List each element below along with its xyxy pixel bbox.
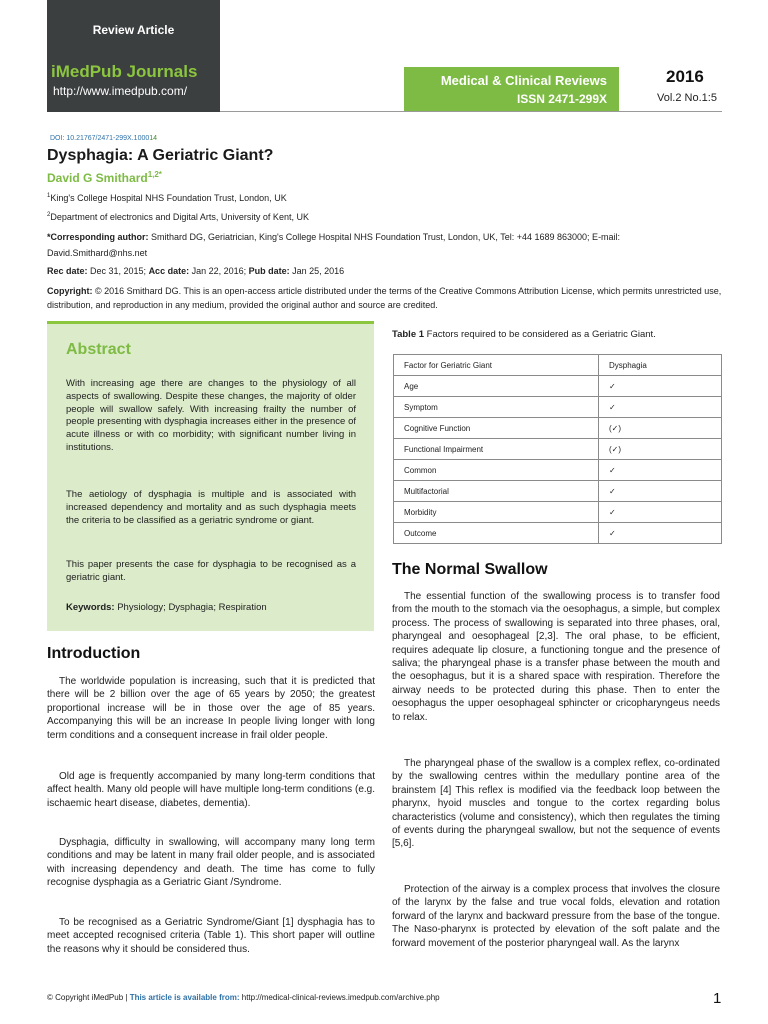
affiliation-2-number: 2 <box>47 212 51 218</box>
table-row <box>394 397 722 418</box>
rec-date-label: Rec date: <box>47 266 88 276</box>
archive-url-link[interactable]: http://medical-clinical-reviews.imedpub.com/archive.php <box>239 993 440 1002</box>
corresponding-author: *Corresponding author: Smithard DG, Geriatrician, King's College Hospital NHS Foundation Trust, London, UK, Tel: +44 1689 863000; E-mail: David.Smithard@nhs.net <box>47 232 621 258</box>
pub-date: Jan 25, 2016 <box>289 266 345 276</box>
table-cell: Common <box>394 460 599 481</box>
table-header-cell: Factor for Geriatric Giant <box>394 355 599 376</box>
publisher-url-link[interactable]: http://www.imedpub.com/ <box>53 84 188 98</box>
article-dates <box>47 266 344 276</box>
abstract-paragraph: The aetiology of dysphagia is multiple and is associated with increased dependency and mortality and as such dysphagia meets the criteria to be classified as a geriatric syndrome or giant. <box>66 489 356 526</box>
journal-name: Medical & Clinical Reviews <box>440 73 607 88</box>
introduction-paragraph: The worldwide population is increasing, such that it is predicted that there will be 2 billion over the age of 65 years by 2050; the greatest proportional increase will be in those over the age of 85 years. Accompanying this will be an increase In people living longer with long term conditions and a consequent increase in frail older people. <box>47 676 375 741</box>
geriatric-giant-factors-table <box>393 354 722 544</box>
corresponding-label: Corresponding author: <box>50 232 149 242</box>
normal-swallow-paragraph: The pharyngeal phase of the swallow is a complex reflex, co-ordinated by the swallowing centres within the medullary pontine area of the brainstem [4] This reflex is modified via the feedback loop between the pharynx, hyoid muscles and tongue to the cortex regarding bolus characteristics (volume and consistency), which then regulates the timing of events during the pharyngeal swallow, but not the sequence of events [5,6]. <box>392 758 720 850</box>
acc-date: Jan 22, 2016; <box>189 266 249 276</box>
introduction-paragraph: Dysphagia, difficulty in swallowing, will accompany many long term conditions and may be latent in many frail older people, and is associated with increasing dependency and death. The time has come to fully recognise dysphagia as a Geriatric Giant /Syndrome. <box>47 837 375 889</box>
table-row <box>394 439 722 460</box>
author-affiliation-markers: 1,2* <box>147 170 162 179</box>
pub-date-label: Pub date: <box>248 266 290 276</box>
table-cell: Symptom <box>394 397 599 418</box>
table-header-cell: Dysphagia <box>599 355 722 376</box>
page-footer <box>47 993 440 1002</box>
table-row <box>394 502 722 523</box>
doi-link[interactable] <box>50 135 157 142</box>
check-mark-cell: ✓ <box>599 502 722 523</box>
keywords-label: Keywords: <box>66 602 115 613</box>
table-cell: Outcome <box>394 523 599 544</box>
normal-swallow-paragraph: The essential function of the swallowing process is to transfer food from the mouth to the stomach via the oesophagus, a simple, but complex process. The process of swallowing is separated into three phases, oral, pharyngeal and oesophageal [2,3]. The oral phase, to be efficient, requires adequate lip closure, a functioning tongue and the presence of saliva; the pharyngeal phase is a transfer phase between the mouth and the oesophagus, but it is a shared space with respiration. Therefore the airway needs to be protected during this phase. Then to enter the oesophagus the upper oesophageal sphincter or cricopharyngeus needs to relax. <box>392 591 720 723</box>
article-type: Review Article <box>92 23 175 37</box>
copyright-notice <box>47 284 722 312</box>
check-mark-cell: ✓ <box>599 397 722 418</box>
table-cell: Cognitive Function <box>394 418 599 439</box>
table-cell: Functional Impairment <box>394 439 599 460</box>
rec-date: Dec 31, 2015; <box>87 266 149 276</box>
check-mark-cell: ✓ <box>599 523 722 544</box>
copyright-label: Copyright: <box>47 286 93 296</box>
affiliation-1 <box>47 193 287 203</box>
abstract-box <box>47 321 374 631</box>
check-mark-cell: (✓) <box>599 439 722 460</box>
affiliation-2 <box>47 212 309 222</box>
abstract-paragraph: With increasing age there are changes to the physiology of all aspects of swallowing. Despite these changes, the majority of older people will swallow safely. With increasing frailty the number of people presenting with dysphagia increases either in the presence of acute illness or with co morbidity; with significant number living in institutions. <box>66 378 356 453</box>
table-row <box>394 460 722 481</box>
table-row <box>394 481 722 502</box>
footer-copyright: © Copyright iMedPub | <box>47 993 130 1002</box>
publication-year: 2016 <box>666 67 704 86</box>
acc-date-label: Acc date: <box>148 266 190 276</box>
introduction-paragraph: Old age is frequently accompanied by many long-term conditions that affect health. Many old people will have multiple long-term conditions (e.g. ischaemic heart disease, diabetes, dementia). <box>47 771 375 809</box>
author-name: David G Smithard <box>47 171 148 185</box>
publisher-banner <box>47 0 220 112</box>
affiliation-2-text: Department of electronics and Digital Arts, University of Kent, UK <box>50 212 309 222</box>
normal-swallow-paragraph: Protection of the airway is a complex process that involves the closure of the larynx by the false and true vocal folds, elevation and rotation forward of the larynx and backward pressure from the base of the tongue. The Naso-pharynx is protected by elevation of the soft palate and the forward movement of the posterior pharyngeal wall. As the larynx <box>392 884 720 949</box>
check-mark-cell: ✓ <box>599 481 722 502</box>
table-cell: Morbidity <box>394 502 599 523</box>
table-header-row <box>394 355 722 376</box>
table-row <box>394 523 722 544</box>
publisher-name: iMedPub Journals <box>51 62 198 81</box>
volume-number: Vol.2 No.1:5 <box>657 92 717 104</box>
table-row <box>394 376 722 397</box>
affiliation-1-text: King's College Hospital NHS Foundation Trust, London, UK <box>50 193 287 203</box>
affiliation-1-number: 1 <box>47 193 51 199</box>
copyright-text: © 2016 Smithard DG. This is an open-access article distributed under the terms of the Creative Commons Attribution License, which permits unrestricted use, distribution, and reproduction in any medium, provided the original author and source are credited. <box>47 286 722 310</box>
table-cell: Multifactorial <box>394 481 599 502</box>
journal-bar <box>404 67 619 111</box>
table-row <box>394 418 722 439</box>
header-divider <box>220 111 722 112</box>
table-cell: Age <box>394 376 599 397</box>
introduction-paragraph: To be recognised as a Geriatric Syndrome/Giant [1] dysphagia has to meet accepted recognised criteria (Table 1). This short paper will outline the reasons why it should be considered thus. <box>47 917 375 955</box>
doi-suffix: 14 <box>149 135 158 142</box>
table-caption-text: Factors required to be considered as a Geriatric Giant. <box>424 329 656 340</box>
corresponding-text: Smithard DG, Geriatrician, King's College Hospital NHS Foundation Trust, London, UK, Tel: +44 1689 863000; E-mail: David.Smithard@nhs.net <box>47 232 621 258</box>
article-title: Dysphagia: A Geriatric Giant? <box>47 147 274 164</box>
table-caption <box>392 329 656 340</box>
author-line <box>47 170 162 185</box>
doi-prefix: DOI: 10.21767/2471-299X.1000 <box>50 135 150 142</box>
journal-issn: ISSN 2471-299X <box>516 92 607 106</box>
keywords-text: Physiology; Dysphagia; Respiration <box>114 602 267 613</box>
introduction-heading: Introduction <box>47 645 141 662</box>
keywords <box>66 602 356 615</box>
check-mark-cell: ✓ <box>599 376 722 397</box>
normal-swallow-heading: The Normal Swallow <box>392 561 548 578</box>
abstract-paragraph: This paper presents the case for dysphagia to be recognised as a geriatric giant. <box>66 559 356 583</box>
table-label: Table 1 <box>392 329 425 340</box>
page-number: 1 <box>713 990 722 1007</box>
check-mark-cell: ✓ <box>599 460 722 481</box>
footer-available-label: This article is available from: <box>129 993 240 1002</box>
abstract-heading: Abstract <box>66 341 131 358</box>
check-mark-cell: (✓) <box>599 418 722 439</box>
